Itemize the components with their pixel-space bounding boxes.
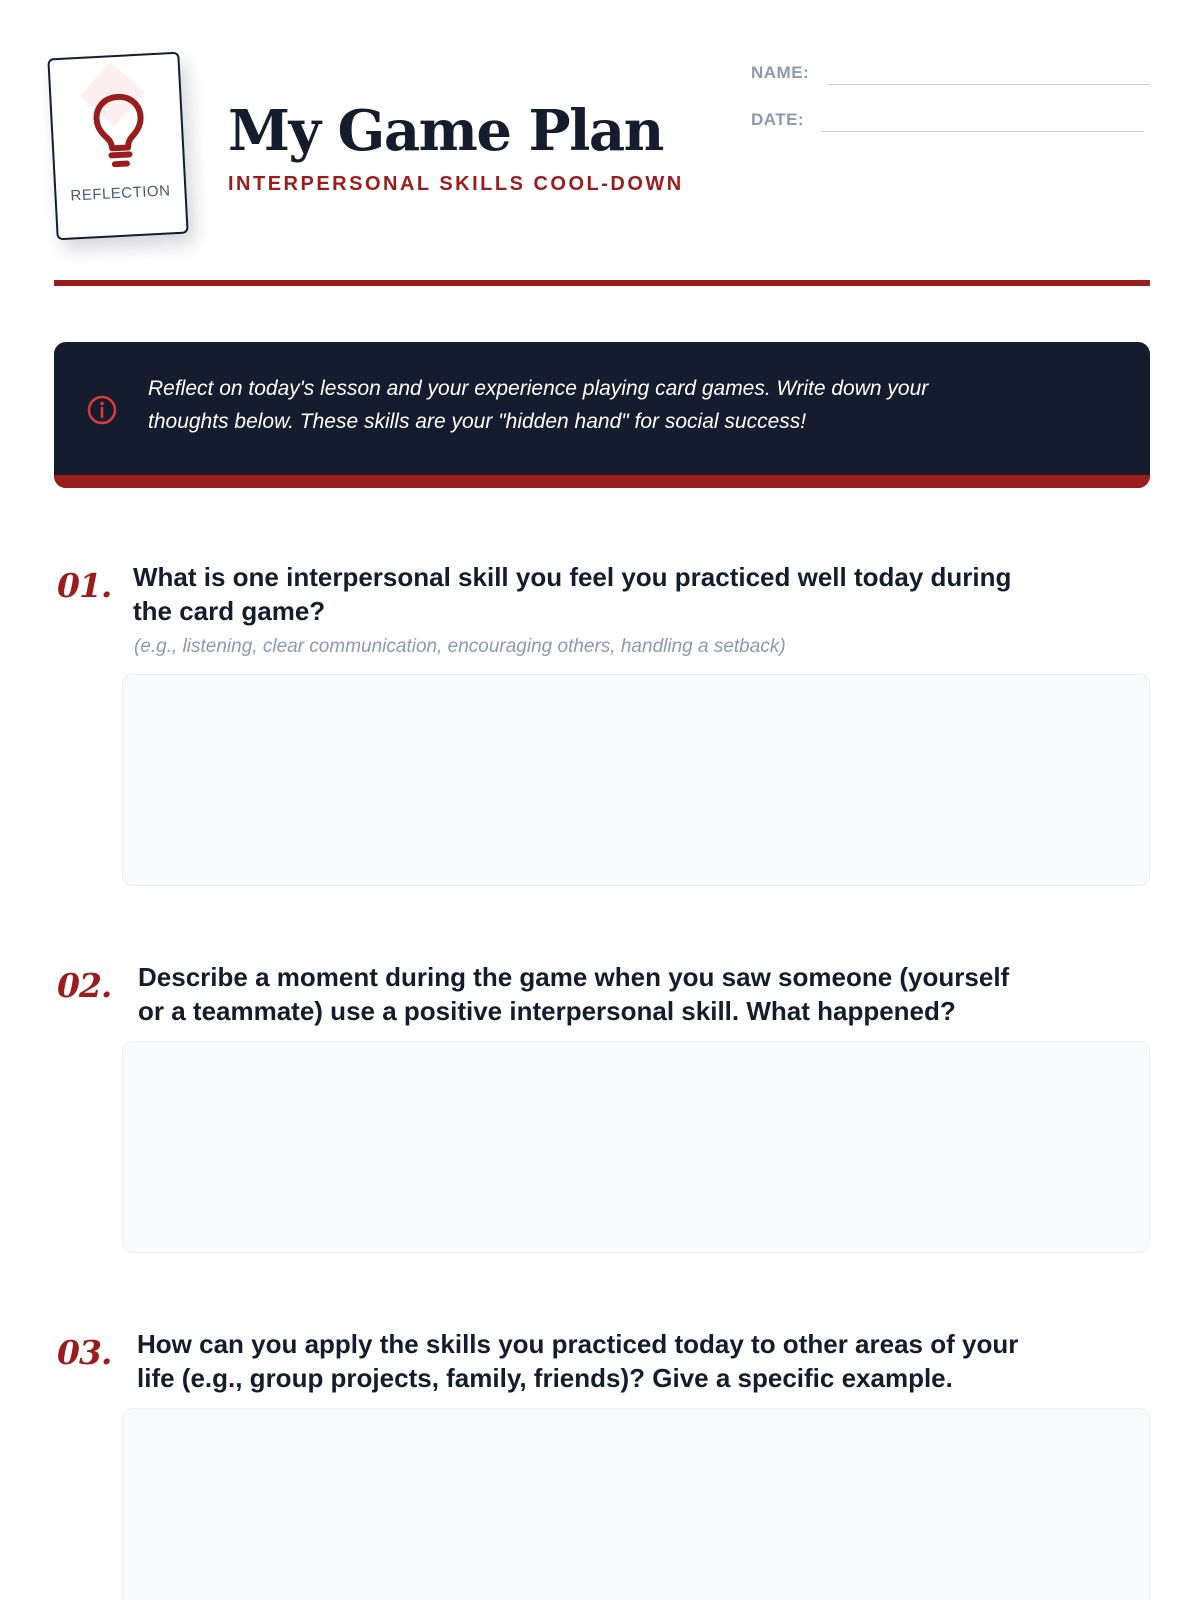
question-line: the card game? [133,596,326,626]
page-title: My Game Plan [228,98,663,164]
lightbulb-icon [91,92,147,171]
page-subtitle: INTERPERSONAL SKILLS COOL-DOWN [228,173,684,195]
question-line: Describe a moment during the game when you saw someone (yourself [138,962,1010,992]
name-field[interactable] [828,84,1150,85]
date-label: DATE: [751,110,805,129]
answer-box[interactable] [122,1041,1150,1253]
banner-accent-stripe [54,475,1150,488]
reflection-card [47,52,188,241]
banner-text [148,372,1108,438]
question-number: 02. [57,966,112,1005]
question-text [138,960,1158,1028]
name-label: NAME: [751,63,810,82]
header-divider [54,280,1150,286]
info-icon [86,394,118,426]
date-field[interactable] [822,131,1144,132]
question-number: 03. [57,1333,112,1372]
answer-box[interactable] [122,1408,1150,1600]
question-text [133,560,1153,628]
question-line: How can you apply the skills you practiced today to other areas of your [137,1329,1019,1359]
question-line: What is one interpersonal skill you feel you practiced well today during [133,562,1012,592]
answer-box[interactable] [122,674,1150,886]
instruction-banner [54,342,1150,488]
banner-line: thoughts below. These skills are your "hidden hand" for social success! [148,410,807,433]
card-label: REFLECTION [70,182,171,205]
question-number: 01. [57,566,112,605]
question-hint: (e.g., listening, clear communication, encouraging others, handling a setback) [134,636,786,657]
question-line: or a teammate) use a positive interpersonal skill. What happened? [138,996,956,1026]
banner-line: Reflect on today's lesson and your experience playing card games. Write down your [148,377,929,400]
question-text [137,1327,1157,1395]
question-line: life (e.g., group projects, family, friends)? Give a specific example. [137,1363,953,1393]
